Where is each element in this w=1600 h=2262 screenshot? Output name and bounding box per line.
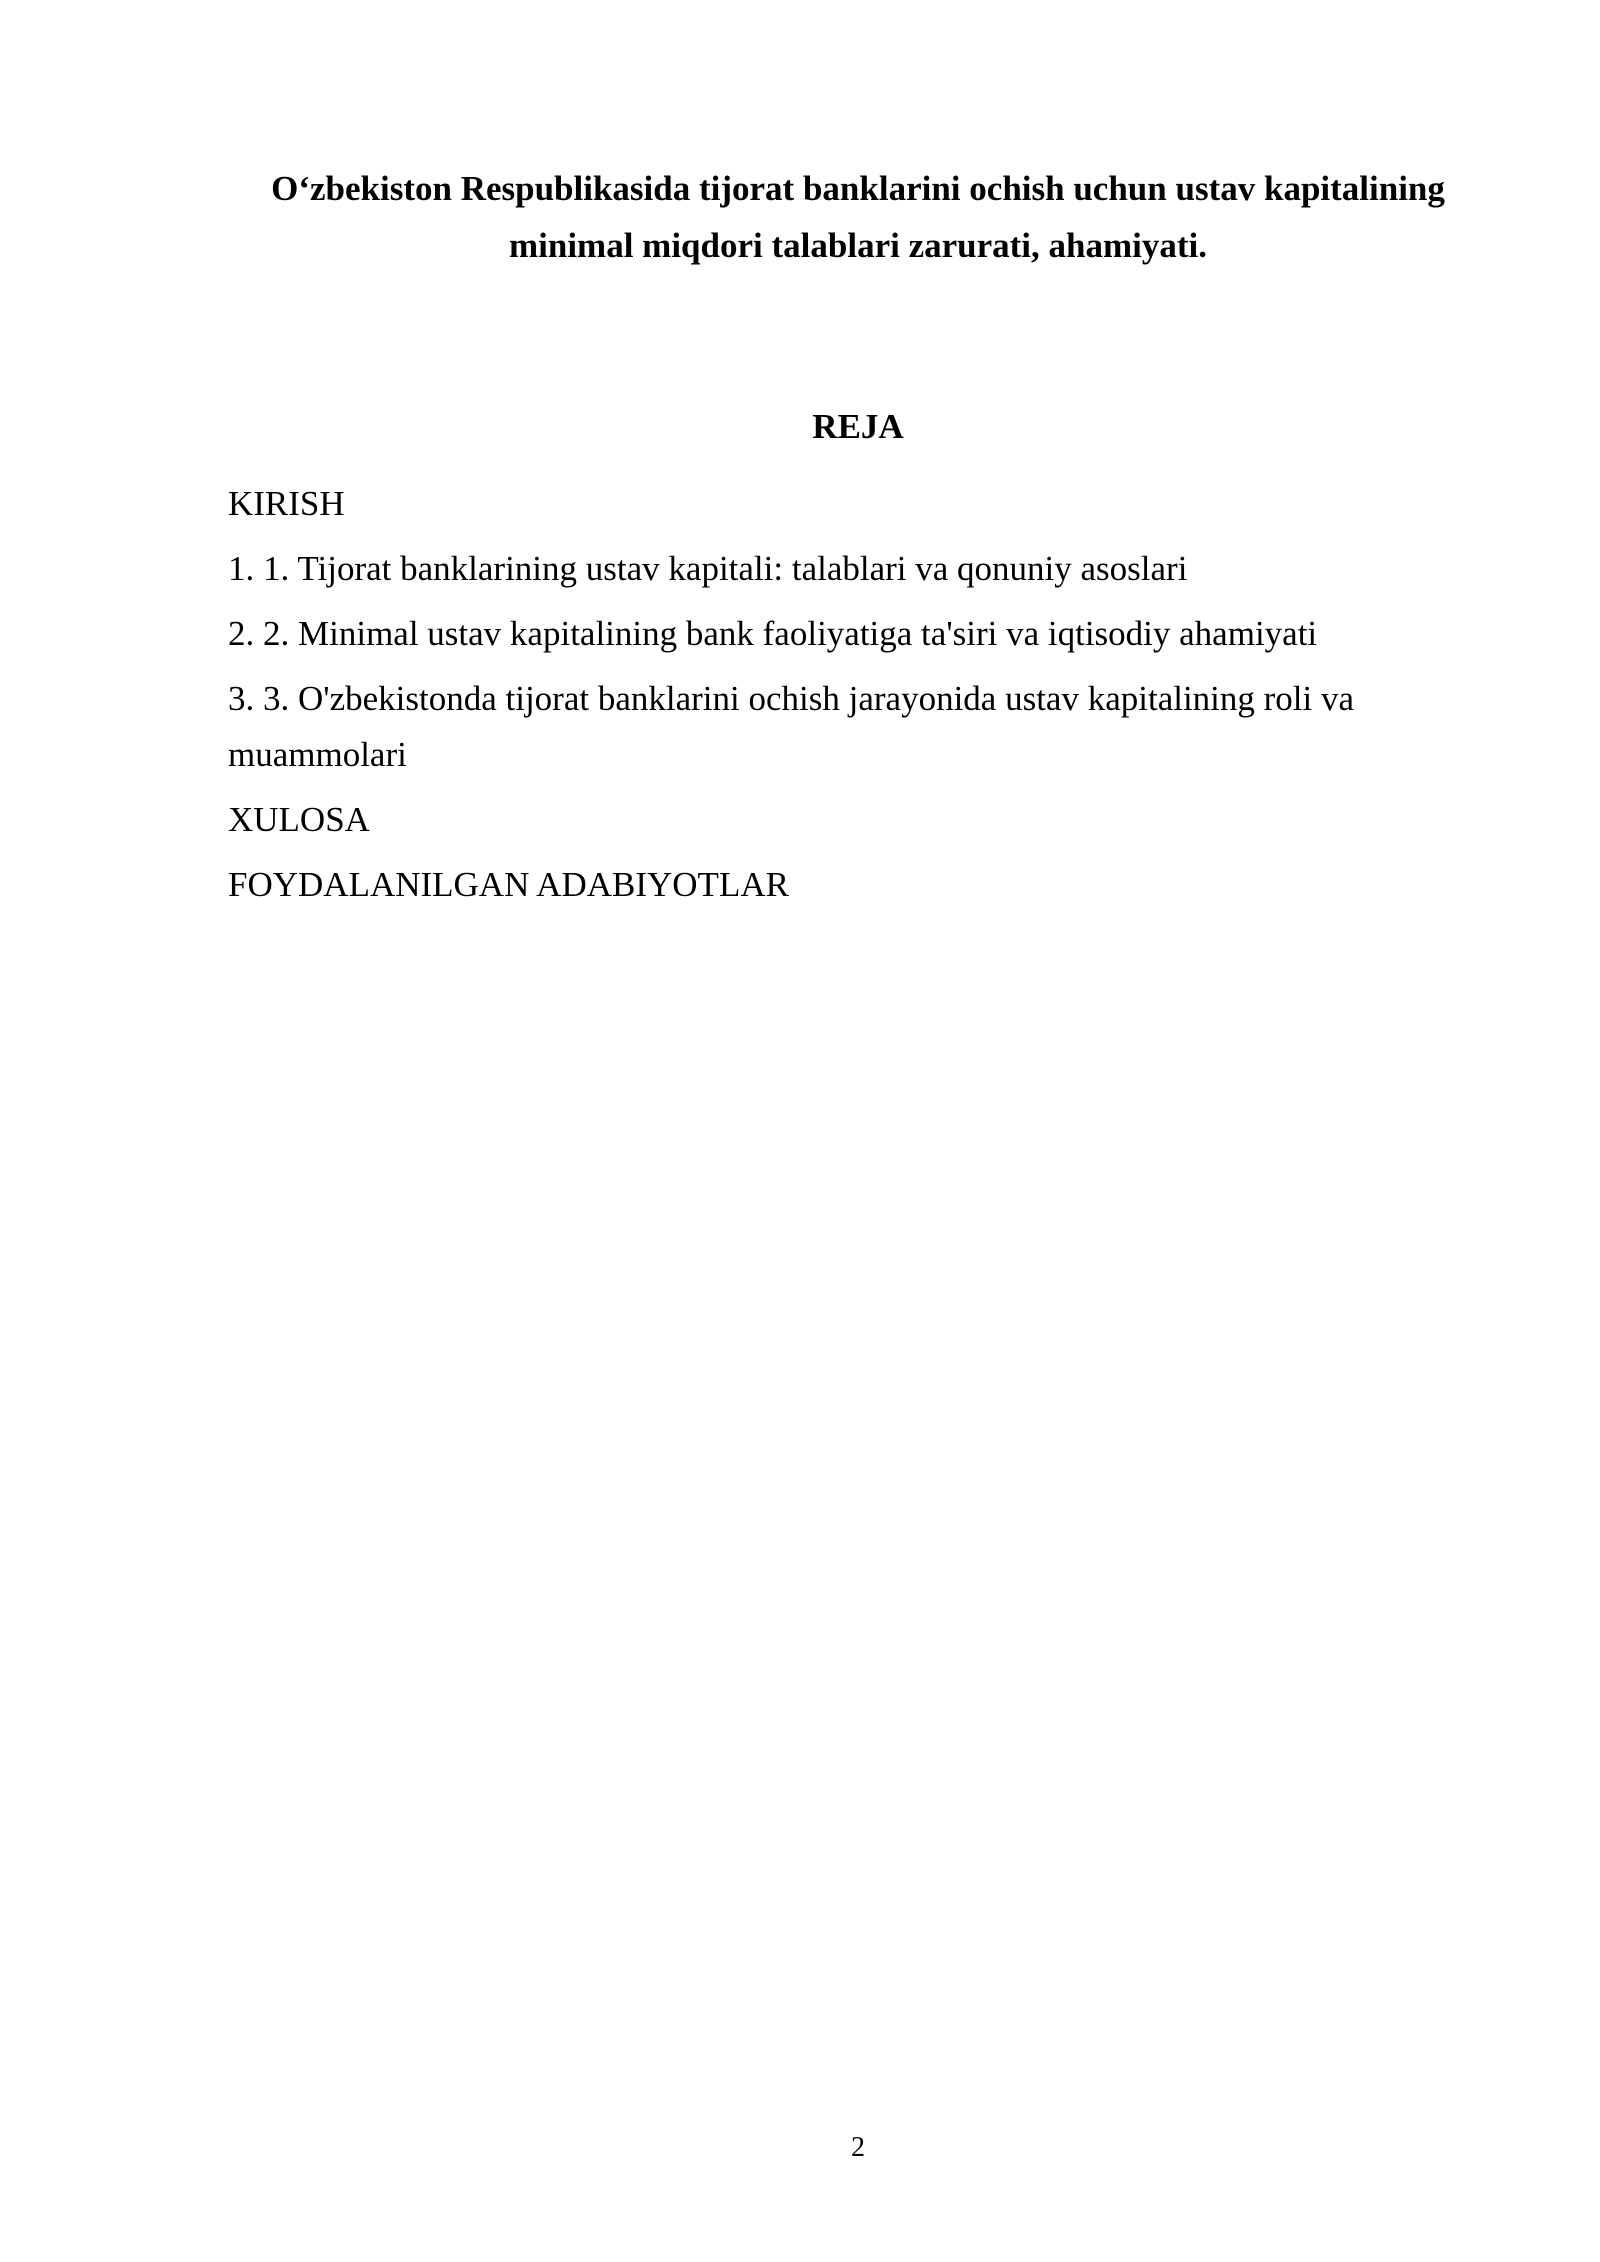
document-title: O‘zbekiston Respublikasida tijorat banklarini ochish uchun ustav kapitalining minimal miqdori talablari zarurati, ahamiyati. [271,169,1445,265]
page-number: 2 [851,2132,865,2163]
table-of-contents [228,476,1468,922]
toc-item-chapter-1: 1. 1. Tijorat banklarining ustav kapitali: talablari va qonuniy asoslari [228,549,1188,588]
toc-item-conclusion: XULOSA [228,800,370,839]
toc-item-chapter-3: 3. 3. O'zbekistonda tijorat banklarini ochish jarayonida ustav kapitalining roli va muammolari [228,679,1355,774]
plan-heading: REJA [812,407,904,446]
toc-item-chapter-2: 2. 2. Minimal ustav kapitalining bank faoliyatiga ta'siri va iqtisodiy ahamiyati [228,614,1318,653]
toc-item-introduction: KIRISH [228,484,345,523]
toc-item-references: FOYDALANILGAN ADABIYOTLAR [228,865,789,904]
